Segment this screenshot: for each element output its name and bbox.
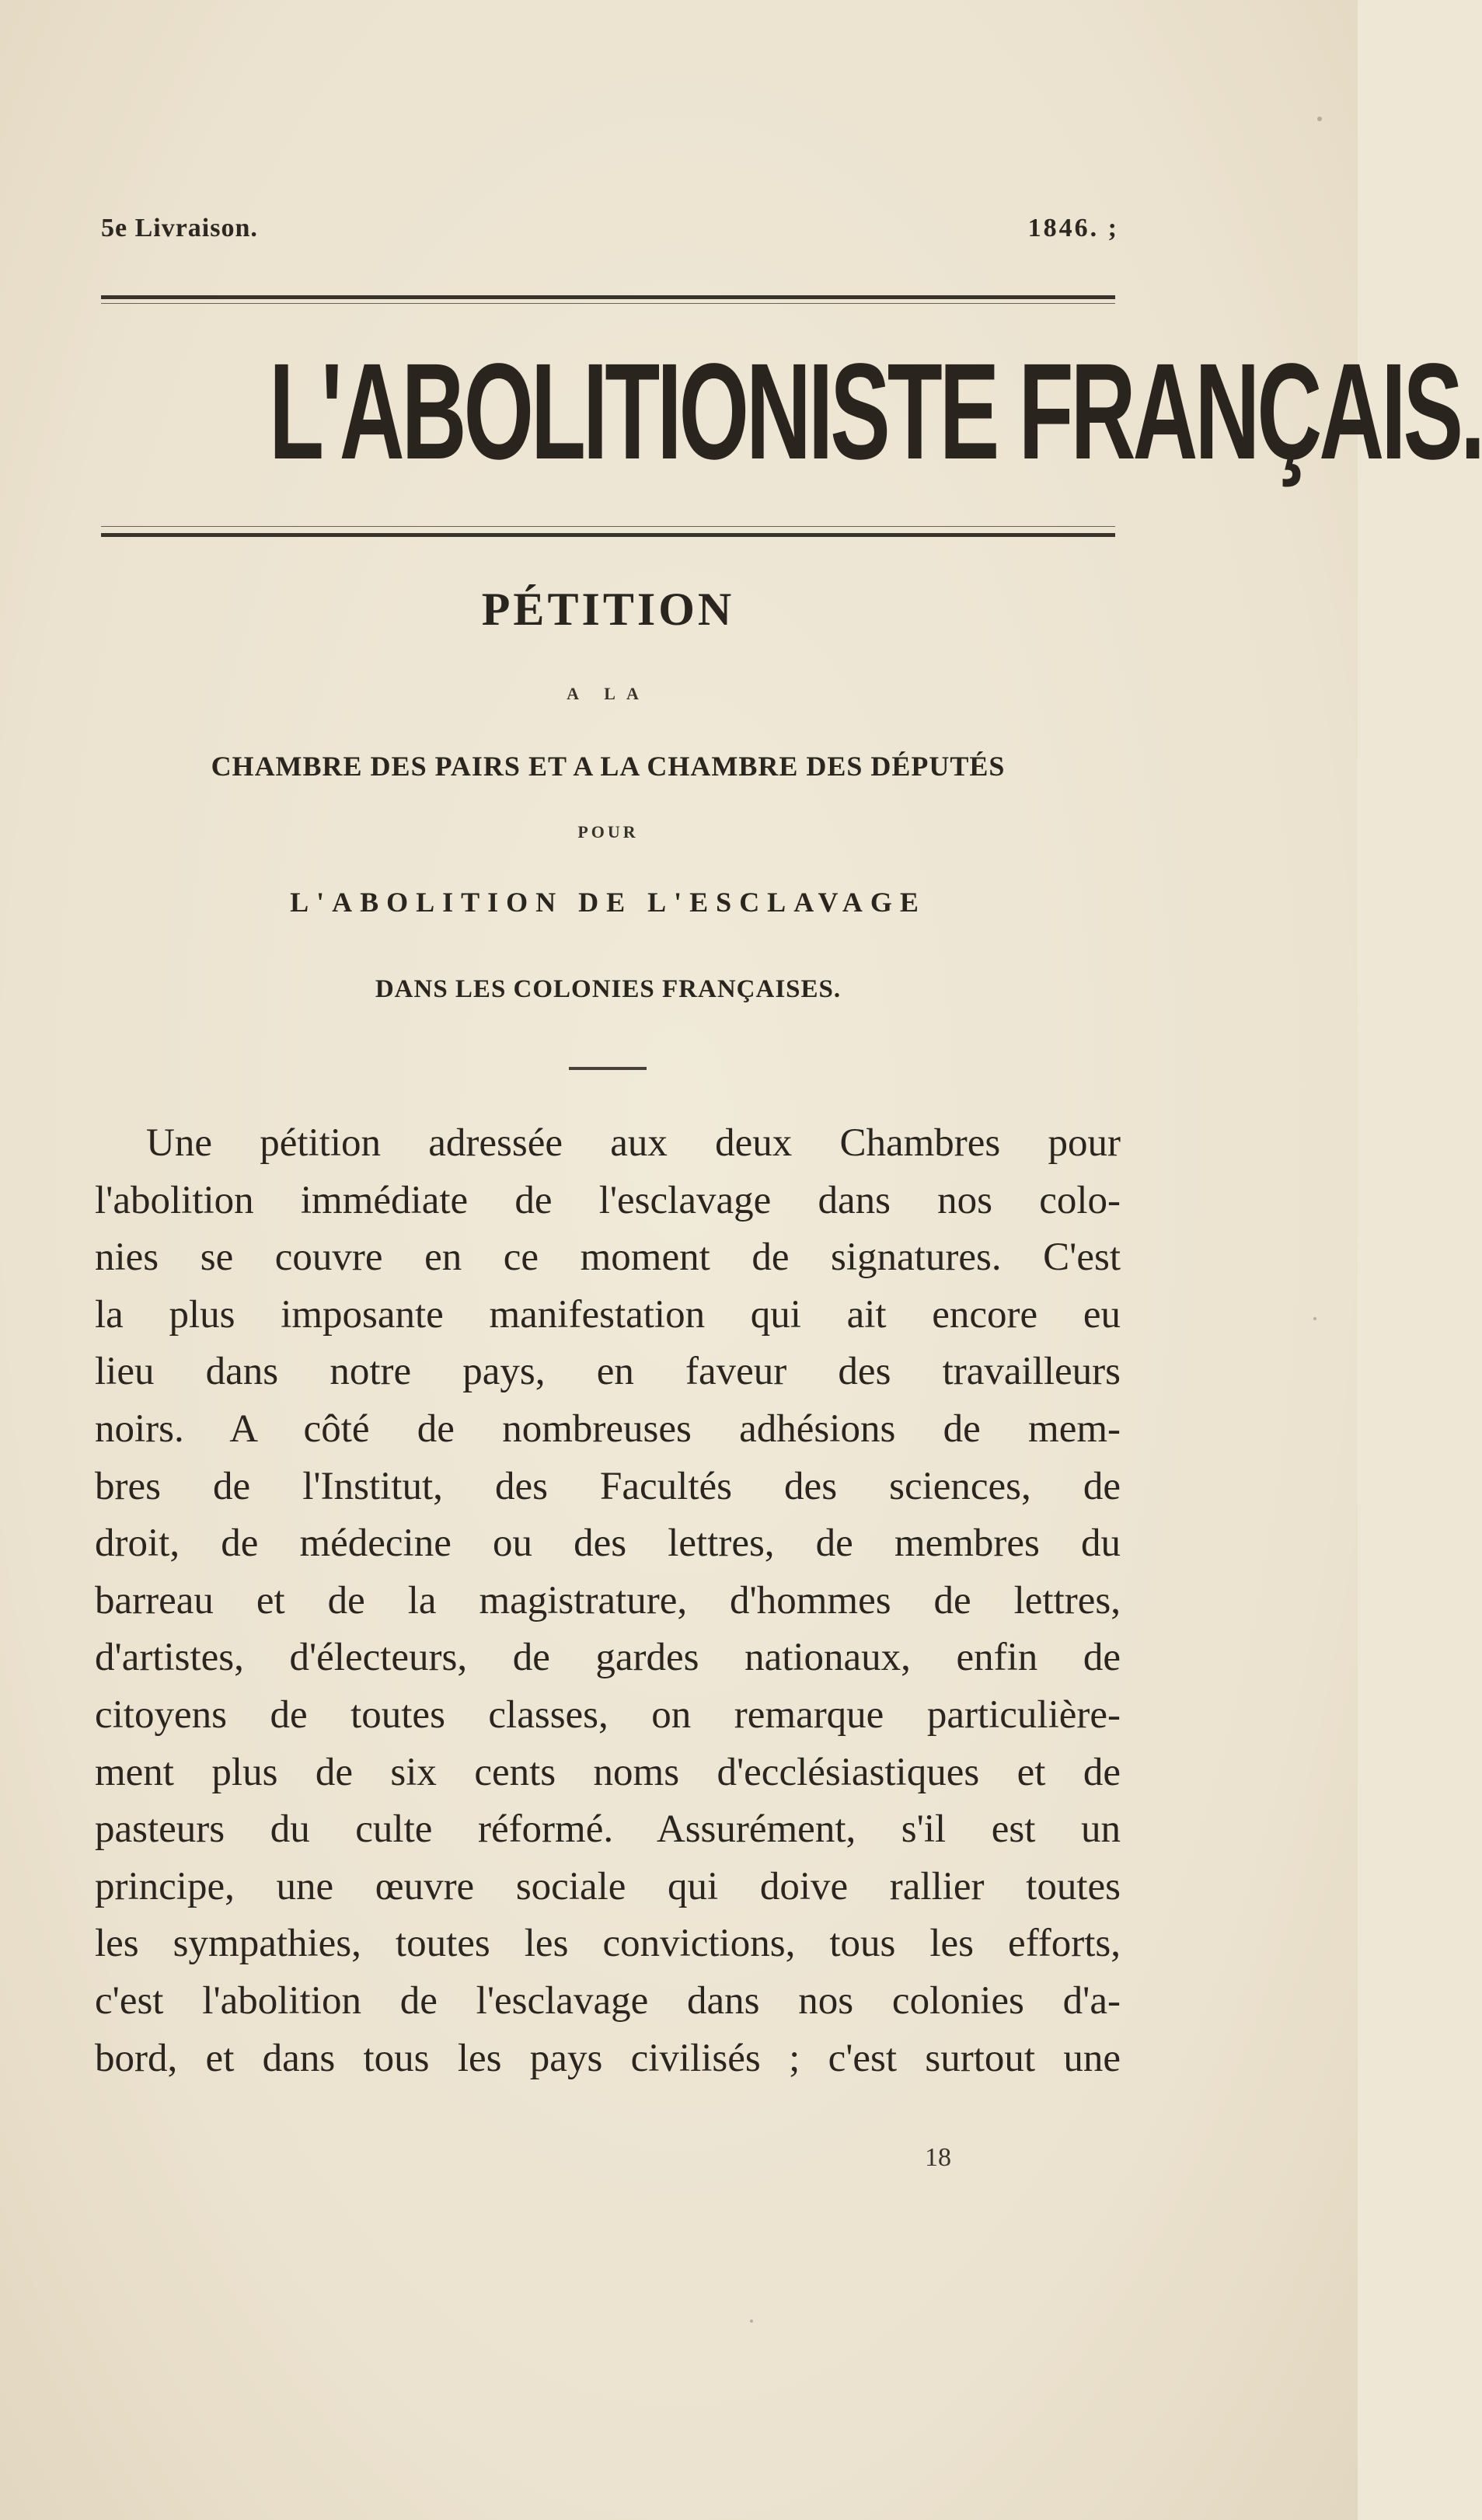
petition-heading: PÉTITION xyxy=(481,584,735,635)
body-line: pasteurs du culte réformé. Assurément, s'il est un xyxy=(95,1807,1121,1852)
body-line: nies se couvre en ce moment de signatures. C'est xyxy=(95,1236,1121,1280)
body-paragraph xyxy=(95,1115,1121,2087)
top-rule-thin xyxy=(101,303,1115,304)
chambres-line: CHAMBRE DES PAIRS ET A LA CHAMBRE DES DÉPUTÉS xyxy=(211,751,1006,782)
subject-line: L'ABOLITION DE L'ESCLAVAGE xyxy=(290,887,926,918)
running-header xyxy=(101,214,1119,253)
masthead-rule-thin xyxy=(101,526,1115,527)
year: 1846. ; xyxy=(1027,214,1119,242)
body-line: la plus imposante manifestation qui ait encore eu xyxy=(95,1292,1121,1337)
paper-speck xyxy=(1317,117,1322,121)
body-line: bord, et dans tous les pays civilisés ; c'est surtout une xyxy=(95,2036,1121,2080)
issue-number: 5e Livraison. xyxy=(101,214,258,242)
masthead-rule-thick xyxy=(101,533,1115,537)
page-number: 18 xyxy=(925,2143,951,2172)
paper-speck xyxy=(750,2320,753,2323)
body-line: c'est l'abolition de l'esclavage dans nos colonies d'a- xyxy=(95,1978,1121,2023)
body-line: citoyens de toutes classes, on remarque particulière- xyxy=(95,1692,1121,1737)
body-line: droit, de médecine ou des lettres, de membres du xyxy=(95,1521,1121,1566)
body-line: lieu dans notre pays, en faveur des travailleurs xyxy=(95,1350,1121,1394)
body-line: principe, une œuvre sociale qui doive rallier toutes xyxy=(95,1864,1121,1908)
body-line: les sympathies, toutes les convictions, tous les efforts, xyxy=(95,1922,1121,1966)
location-line: DANS LES COLONIES FRANÇAISES. xyxy=(375,975,842,1003)
section-divider xyxy=(569,1067,647,1070)
paper-speck xyxy=(1313,1317,1316,1320)
masthead-title: L'ABOLITIONISTE FRANÇAIS. xyxy=(269,336,1482,488)
body-line: l'abolition immédiate de l'esclavage dans nos colo- xyxy=(95,1178,1121,1222)
body-line: d'artistes, d'électeurs, de gardes nationaux, enfin de xyxy=(95,1636,1121,1680)
body-line: Une pétition adressée aux deux Chambres pour xyxy=(146,1121,1121,1165)
body-line: noirs. A côté de nombreuses adhésions de mem- xyxy=(95,1406,1121,1451)
body-line: barreau et de la magistrature, d'hommes de lettres, xyxy=(95,1578,1121,1622)
body-line: ment plus de six cents noms d'ecclésiastiques et de xyxy=(95,1750,1121,1794)
a-la-line: A LA xyxy=(567,684,650,703)
pour-line: POUR xyxy=(577,822,639,842)
top-rule-thick xyxy=(101,295,1115,299)
body-line: bres de l'Institut, des Facultés des sciences, de xyxy=(95,1464,1121,1508)
